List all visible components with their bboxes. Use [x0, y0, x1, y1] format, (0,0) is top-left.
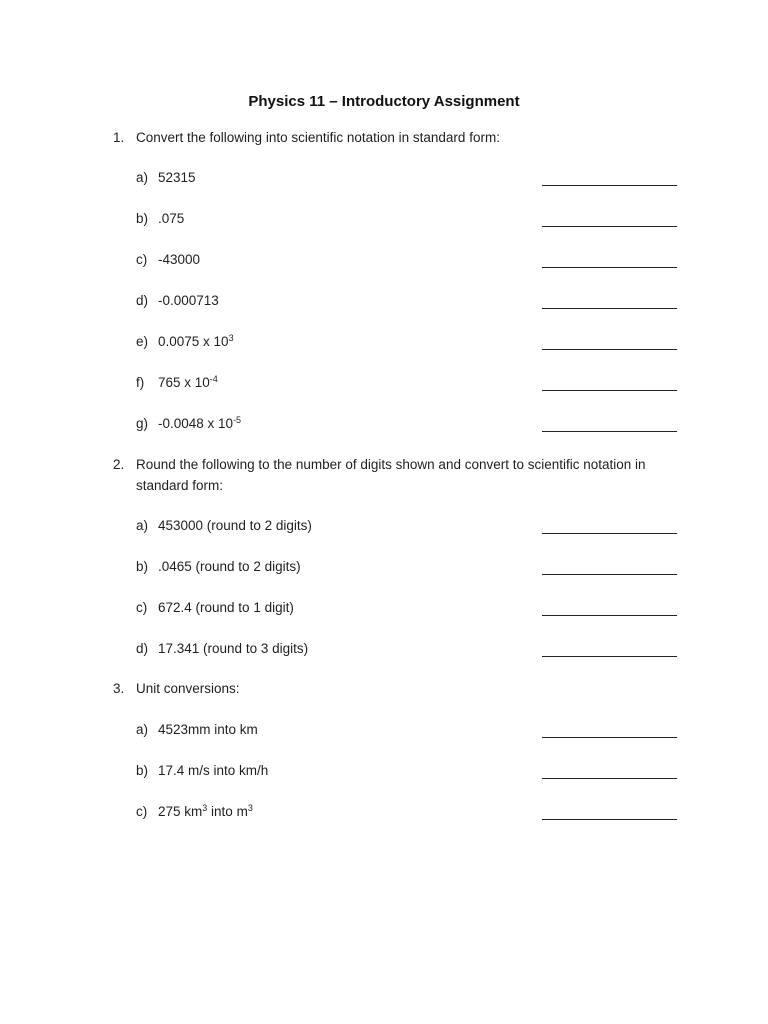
item-expression: 17.341 (round to 3 digits) [158, 641, 309, 656]
item-expression: -0.000713 [158, 293, 219, 308]
item-expression: -0.0048 x $10^{-5}$ [158, 415, 242, 431]
item-expression: .0465 (round to 2 digits) [158, 559, 301, 574]
item-letter: d) [136, 641, 149, 656]
answer-blank[interactable] [542, 334, 677, 350]
q2-item-a [136, 518, 681, 538]
item-letter: a) [136, 722, 149, 737]
item-letter: b) [136, 211, 149, 226]
question-2-text [136, 454, 681, 496]
q2-item-d [136, 641, 681, 661]
item-letter: e) [136, 334, 149, 349]
answer-blank[interactable] [542, 416, 677, 432]
exponent: -4 [209, 374, 218, 384]
answer-blank[interactable] [542, 559, 677, 575]
item-letter: c) [136, 804, 148, 819]
q1-item-g [136, 416, 681, 436]
item-letter: g) [136, 416, 149, 431]
item-letter: c) [136, 252, 148, 267]
question-2-text-line-1: Round the following to the number of digits shown and convert to scientific notation in [136, 457, 646, 472]
question-1-text: Convert the following into scientific notation in standard form: [136, 130, 500, 145]
answer-blank[interactable] [542, 252, 677, 268]
answer-blank[interactable] [542, 763, 677, 779]
answer-blank[interactable] [542, 600, 677, 616]
answer-blank[interactable] [542, 641, 677, 657]
item-expression: .075 [158, 211, 185, 226]
item-expression: 52315 [158, 170, 196, 185]
item-expression: 672.4 (round to 1 digit) [158, 600, 294, 615]
item-expression: 17.4 m/s into km/h [158, 763, 269, 778]
exponent: 3 [202, 803, 208, 813]
item-letter: c) [136, 600, 148, 615]
q1-item-e [136, 334, 681, 354]
question-2-text-line-2: standard form: [136, 478, 224, 493]
q1-item-f [136, 375, 681, 395]
item-letter: a) [136, 518, 149, 533]
question-3-text: Unit conversions: [136, 681, 240, 696]
q2-item-b [136, 559, 681, 579]
item-expression: 275 $km^3$ into $m^3$ [158, 803, 253, 819]
q3-item-b [136, 763, 681, 783]
page-title: Physics 11 – Introductory Assignment [248, 93, 520, 110]
item-expression: -43000 [158, 252, 201, 267]
question-1-number: 1. [113, 130, 125, 145]
answer-blank[interactable] [542, 518, 677, 534]
answer-blank[interactable] [542, 375, 677, 391]
answer-blank[interactable] [542, 722, 677, 738]
exponent: -5 [233, 415, 242, 425]
q2-item-c [136, 600, 681, 620]
answer-blank[interactable] [542, 170, 677, 186]
item-letter: f) [136, 375, 145, 390]
item-expression: 0.0075 x $10^3$ [158, 333, 234, 349]
q1-item-c [136, 252, 681, 272]
item-letter: a) [136, 170, 149, 185]
item-letter: b) [136, 763, 149, 778]
q3-item-c [136, 804, 681, 824]
answer-blank[interactable] [542, 804, 677, 820]
item-expression: 453000 (round to 2 digits) [158, 518, 312, 533]
answer-blank[interactable] [542, 293, 677, 309]
q1-item-d [136, 293, 681, 313]
q1-item-a [136, 170, 681, 190]
q1-item-b [136, 211, 681, 231]
item-expression: 765 x $10^{-4}$ [158, 374, 218, 390]
question-3-number: 3. [113, 681, 125, 696]
exponent: 3 [247, 803, 253, 813]
item-letter: b) [136, 559, 149, 574]
q3-item-a [136, 722, 681, 742]
answer-blank[interactable] [542, 211, 677, 227]
question-2-number: 2. [113, 457, 125, 472]
item-letter: d) [136, 293, 149, 308]
item-expression: 4523mm into km [158, 722, 258, 737]
exponent: 3 [228, 333, 234, 343]
